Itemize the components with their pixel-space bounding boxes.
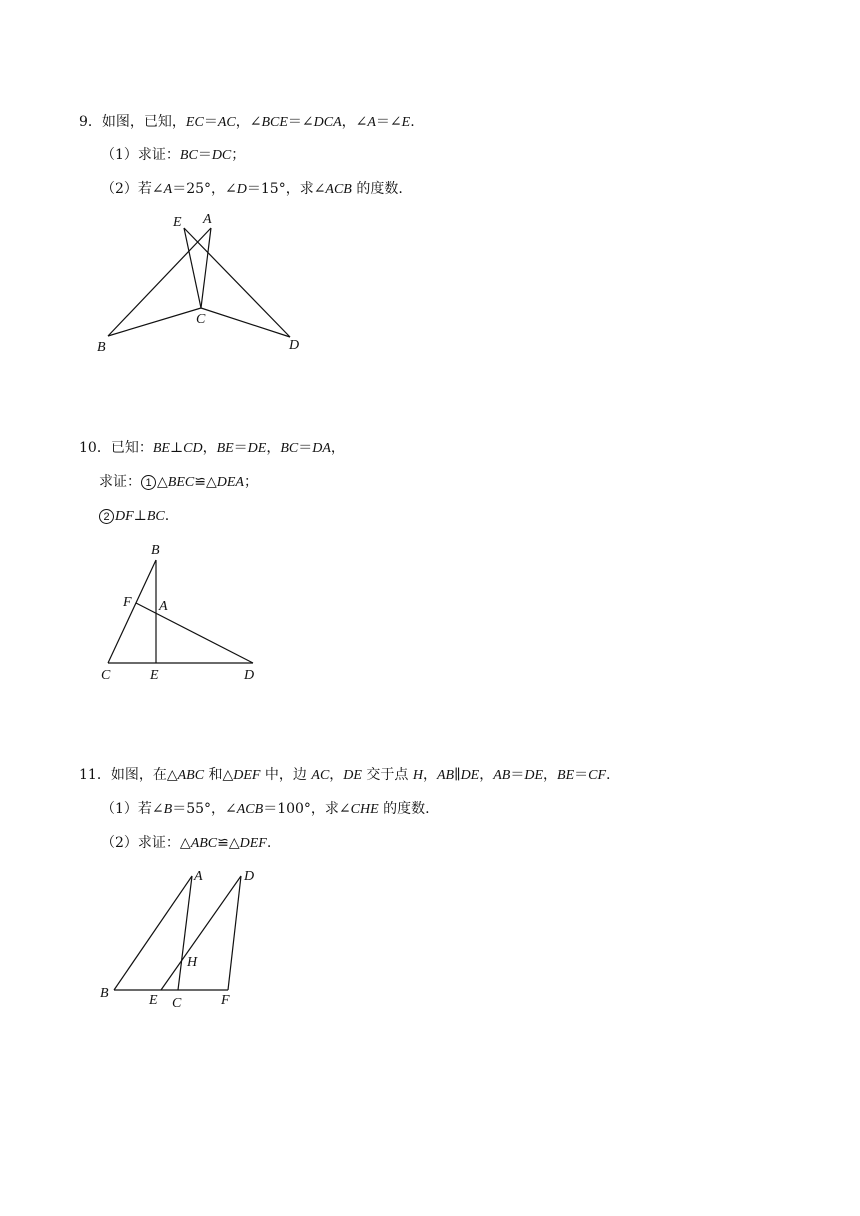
text-run: ≌△ [194, 474, 217, 490]
text-run: 的度数. [378, 801, 430, 817]
q9-label-C: C [196, 312, 206, 327]
text-run: ⊥ [133, 508, 147, 524]
text-run: ＝25°，∠ [172, 181, 237, 197]
math-variable: ACB [325, 182, 352, 197]
text-run: ＝∠ [287, 114, 314, 130]
q10-item1-marker: 1 [141, 475, 156, 490]
math-variable: DE [343, 768, 362, 783]
text-run: 中，边 [260, 767, 312, 783]
text-run: ＝ [510, 767, 525, 783]
text-run: 9．如图，已知， [79, 114, 186, 130]
q11-label-F: F [221, 993, 230, 1008]
math-variable: BCE [261, 115, 288, 130]
math-variable: AB [493, 768, 511, 783]
math-variable: ABC [177, 768, 205, 783]
math-variable: DEF [239, 836, 267, 851]
math-variable: DE [524, 768, 544, 783]
q10-label-C: C [101, 668, 111, 683]
text-run: 10．已知： [79, 440, 153, 456]
text-run: . [410, 114, 415, 130]
text-run: ＝∠ [375, 114, 402, 130]
text-run: △ [157, 474, 168, 490]
q9-label-E: E [173, 215, 182, 230]
text-run: ， [543, 767, 558, 783]
math-variable: BE [152, 441, 170, 456]
text-run: ，∠ [341, 114, 368, 130]
math-variable: BE [557, 768, 575, 783]
text-run: ， [202, 440, 217, 456]
text-run: ，∠ [235, 114, 262, 130]
q11-label-C: C [172, 996, 182, 1011]
math-variable: CD [183, 441, 203, 456]
math-variable: DA [312, 441, 331, 456]
text-run: 11．如图，在△ [79, 767, 178, 783]
q10-label-D: D [244, 668, 255, 683]
math-variable: DC [211, 148, 232, 163]
q9-label-B: B [97, 340, 106, 355]
math-variable: A [367, 115, 376, 130]
q10-label-A: A [159, 599, 168, 614]
q9-label-A: A [203, 212, 212, 227]
q11-label-B: B [100, 986, 109, 1001]
q10-item2-marker: 2 [99, 509, 114, 524]
text-run: 交于点 [361, 767, 413, 783]
text-run: （1）求证： [101, 147, 180, 163]
q10-label-B: B [151, 543, 160, 558]
text-run: （1）若∠ [101, 801, 164, 817]
text-run: ， [330, 440, 345, 456]
text-run: 的度数. [351, 181, 403, 197]
q11-label-D: D [244, 869, 255, 884]
math-variable: A [163, 182, 173, 197]
math-variable: ABC [190, 836, 218, 851]
text-run: ＝ [574, 767, 589, 783]
q11-label-A: A [194, 869, 203, 884]
text-run: ＝55°，∠ [172, 801, 237, 817]
text-run: . [266, 835, 272, 851]
text-run: （2）求证：△ [101, 835, 191, 851]
math-variable: CHE [350, 802, 379, 817]
q10-label-F: F [123, 595, 132, 610]
text-run: ＝ [298, 440, 313, 456]
math-variable: DF [115, 509, 134, 524]
math-variable: BC [179, 148, 198, 163]
q11-label-E: E [149, 993, 158, 1008]
math-variable: AC [311, 768, 330, 783]
text-run: 和△ [204, 767, 234, 783]
text-run: ＝ [197, 147, 212, 163]
math-variable: BE [216, 441, 234, 456]
math-variable: E [401, 115, 411, 130]
math-variable: BC [146, 509, 165, 524]
text-run: . [164, 508, 170, 524]
text-run: . [606, 767, 611, 783]
text-run: ； [231, 147, 246, 163]
text-run: ＝ [233, 440, 248, 456]
math-variable: H [412, 768, 423, 783]
text-run: ≌△ [217, 835, 240, 851]
math-variable: AC [217, 115, 236, 130]
math-variable: D [236, 182, 247, 197]
math-variable: EC [185, 115, 204, 130]
q9-label-D: D [289, 338, 300, 353]
text-run: ＝100°，求∠ [263, 801, 351, 817]
math-variable: B [163, 802, 173, 817]
math-variable: BC [280, 441, 299, 456]
text-run: ， [422, 767, 437, 783]
text-run: ， [329, 767, 344, 783]
math-variable: DEA [216, 475, 244, 490]
text-run: （2）若∠ [101, 181, 164, 197]
q11-segment-DF [228, 876, 241, 990]
text-run: ， [479, 767, 494, 783]
q11-segment-DE [161, 876, 241, 990]
math-variable: DE [247, 441, 267, 456]
math-variable: BEC [167, 475, 195, 490]
math-variable: DCA [313, 115, 342, 130]
math-variable: CF [588, 768, 607, 783]
text-run: ＝15°，求∠ [246, 181, 326, 197]
math-variable: ACB [236, 802, 264, 817]
text-run: ； [243, 474, 258, 490]
math-variable: DE [460, 768, 480, 783]
q11-label-H: H [187, 955, 198, 970]
q10-proof-prefix: 求证： [99, 474, 141, 490]
math-variable: DEF [233, 768, 261, 783]
q10-label-E: E [150, 668, 159, 683]
text-run: ＝ [203, 114, 218, 130]
text-run: ⊥ [169, 440, 184, 456]
text-run: ， [266, 440, 281, 456]
math-variable: AB [436, 768, 455, 783]
text-run: ∥ [454, 767, 461, 783]
